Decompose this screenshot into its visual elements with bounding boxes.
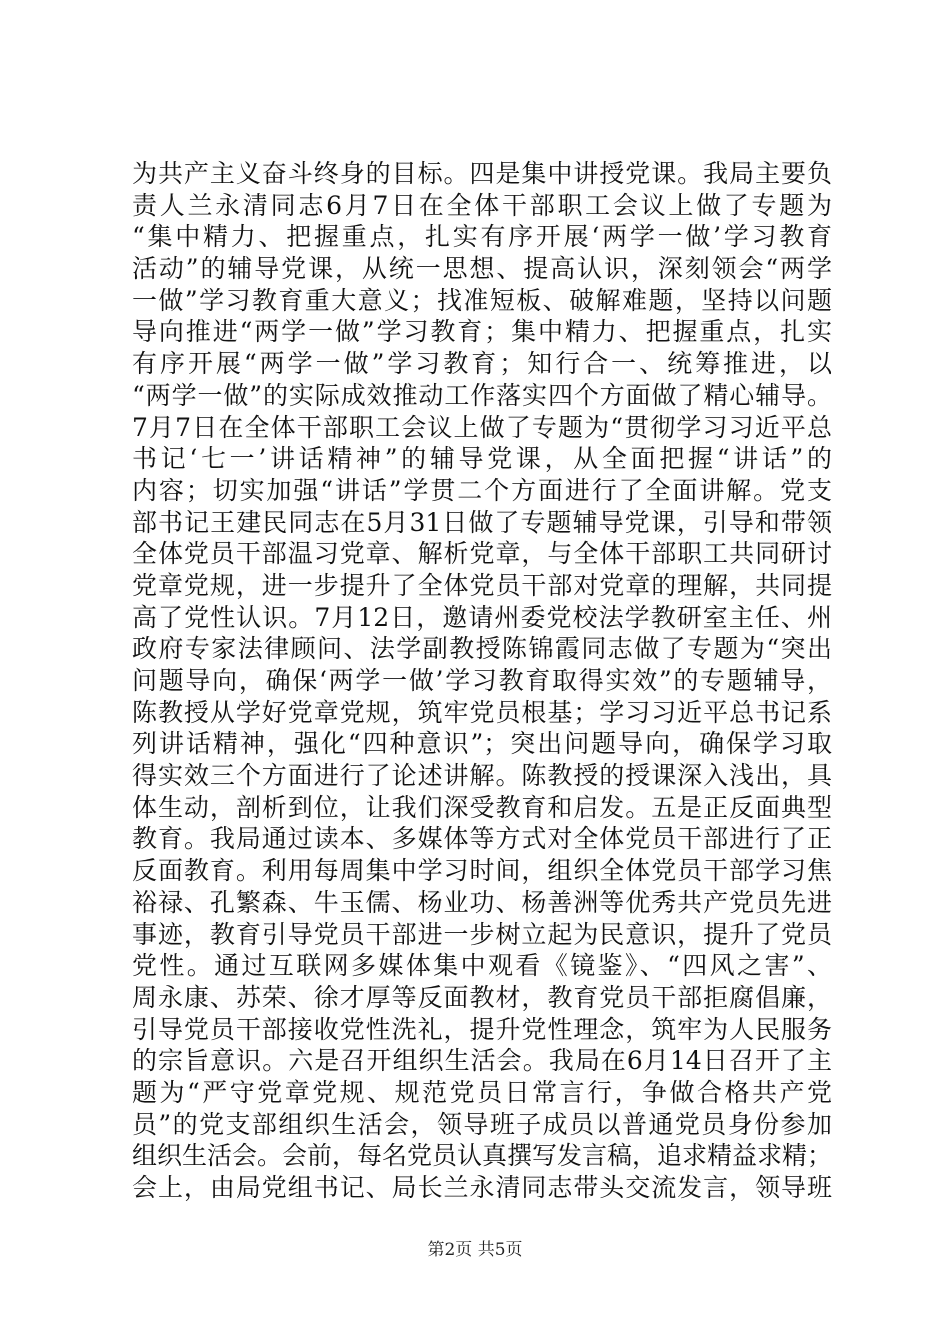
text-line: “集中精力、把握重点，扎实有序开展‘两学一做’学习教育 — [132, 222, 832, 252]
text-line: 引导党员干部接收党性洗礼，提升党性理念，筑牢为人民服务 — [132, 1014, 832, 1044]
text-line: 内容；切实加强“讲话”学贯二个方面进行了全面讲解。党支 — [132, 475, 832, 505]
text-line: 党性。通过互联网多媒体集中观看《镜鉴》、“四风之害”、 — [132, 951, 832, 981]
text-line: 列讲话精神，强化“四种意识”；突出问题导向，确保学习取 — [132, 729, 832, 759]
text-line: 会上，由局党组书记、局长兰永清同志带头交流发言，领导班 — [132, 1173, 832, 1202]
body-paragraph — [132, 158, 832, 1204]
text-line: “两学一做”的实际成效推动工作落实四个方面做了精心辅导。 — [132, 380, 832, 410]
text-line: 陈教授从学好党章党规，筑牢党员根基；学习习近平总书记系 — [132, 697, 832, 727]
text-line: 政府专家法律顾问、法学副教授陈锦霞同志做了专题为“突出 — [132, 634, 832, 664]
text-line: 为共产主义奋斗终身的目标。四是集中讲授党课。我局主要负 — [132, 159, 832, 188]
text-line: 周永康、苏荣、徐才厚等反面教材，教育党员干部拒腐倡廉， — [132, 982, 832, 1012]
text-line: 有序开展“两学一做”学习教育；知行合一、统筹推进，以 — [132, 349, 832, 379]
text-line: 教育。我局通过读本、多媒体等方式对全体党员干部进行了正 — [132, 824, 832, 854]
text-line: 裕禄、孔繁森、牛玉儒、杨业功、杨善洲等优秀共产党员先进 — [132, 887, 832, 917]
text-line: 组织生活会。会前，每名党员认真撰写发言稿，追求精益求精； — [132, 1141, 833, 1171]
text-line: 活动”的辅导党课，从统一思想、提高认识，深刻领会“两学 — [132, 254, 832, 284]
text-line: 体生动，剖析到位，让我们深受教育和启发。五是正反面典型 — [132, 792, 832, 822]
text-line: 问题导向，确保‘两学一做’学习教育取得实效”的专题辅导， — [132, 666, 832, 695]
text-line: 责人兰永清同志6月7日在全体干部职工会议上做了专题为 — [132, 190, 832, 220]
text-line: 全体党员干部温习党章、解析党章，与全体干部职工共同研讨 — [132, 539, 832, 569]
text-line: 员”的党支部组织生活会，领导班子成员以普通党员身份参加 — [132, 1109, 832, 1139]
page-number-footer: 第2页 共5页 — [427, 1240, 523, 1260]
text-line: 一做”学习教育重大意义；找准短板、破解难题，坚持以问题 — [132, 285, 832, 315]
text-line: 导向推进“两学一做”学习教育；集中精力、把握重点，扎实 — [132, 317, 832, 347]
text-line: 党章党规，进一步提升了全体党员干部对党章的理解，共同提 — [132, 570, 832, 600]
text-line: 得实效三个方面进行了论述讲解。陈教授的授课深入浅出，具 — [132, 761, 832, 791]
text-line: 反面教育。利用每周集中学习时间，组织全体党员干部学习焦 — [132, 856, 832, 886]
text-line: 7月7日在全体干部职工会议上做了专题为“贯彻学习习近平总 — [132, 412, 832, 442]
text-line: 高了党性认识。7月12日，邀请州委党校法学教研室主任、州 — [132, 602, 832, 632]
text-line: 题为“严守党章党规、规范党员日常言行，争做合格共产党 — [132, 1077, 832, 1107]
text-line: 书记‘七一’讲话精神”的辅导党课，从全面把握“讲话”的 — [132, 444, 832, 474]
text-line: 事迹，教育引导党员干部进一步树立起为民意识，提升了党员 — [132, 919, 832, 949]
text-line: 的宗旨意识。六是召开组织生活会。我局在6月14日召开了主 — [132, 1046, 832, 1076]
text-line: 部书记王建民同志在5月31日做了专题辅导党课，引导和带领 — [132, 507, 832, 537]
